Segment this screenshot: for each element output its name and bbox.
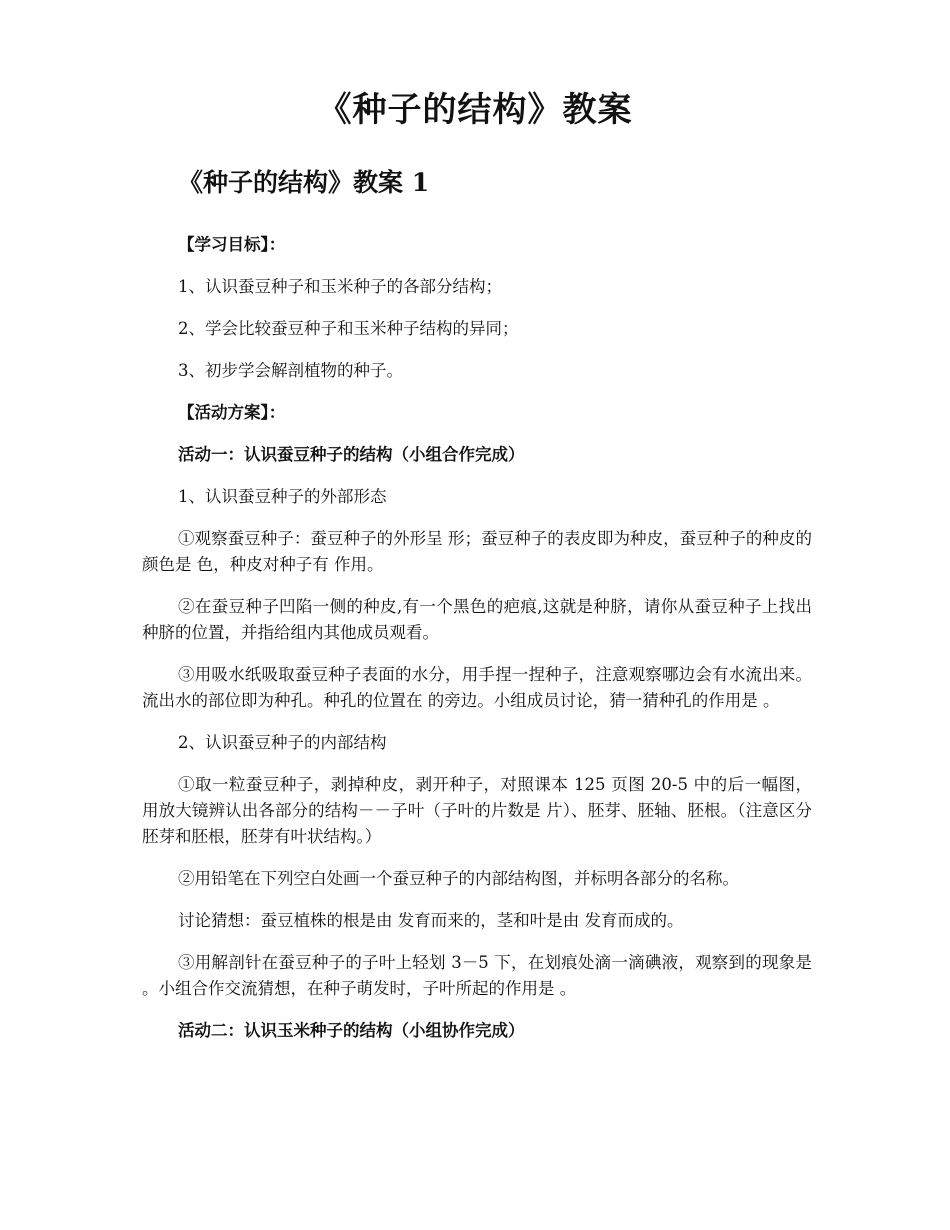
paragraph: ①取一粒蚕豆种子，剥掉种皮，剥开种子，对照课本 125 页图 20-5 中的后一幅图，用放大镜辨认出各部分的结构－－子叶（子叶的片数是 片）、胚芽、胚轴、胚根。（注意区分胚芽和胚根，胚芽有叶状结构。）	[142, 775, 812, 846]
paragraph: ①观察蚕豆种子：蚕豆种子的外形呈 形；蚕豆种子的表皮即为种皮，蚕豆种子的种皮的颜色是 色，种皮对种子有 作用。	[142, 529, 812, 574]
paragraph: ②在蚕豆种子凹陷一侧的种皮,有一个黑色的疤痕,这就是种脐，请你从蚕豆种子上找出种脐的位置，并指给组内其他成员观看。	[142, 597, 812, 642]
section-heading: 活动一：认识蚕豆种子的结构（小组合作完成）	[178, 445, 525, 464]
section-heading: 活动二：认识玉米种子的结构（小组协作完成）	[178, 1021, 525, 1040]
paragraph: ②用铅笔在下列空白处画一个蚕豆种子的内部结构图，并标明各部分的名称。	[178, 869, 739, 888]
document-title: 《种子的结构》教案	[317, 90, 633, 130]
paragraph: 3、初步学会解剖植物的种子。	[178, 361, 403, 380]
paragraph: 讨论猜想：蚕豆植株的根是由 发育而来的，茎和叶是由 发育而成的。	[178, 911, 684, 930]
paragraph: ③用吸水纸吸取蚕豆种子表面的水分，用手捏一捏种子，注意观察哪边会有水流出来。流出水的部位即为种孔。种孔的位置在 的旁边。小组成员讨论，猜一猜种孔的作用是 。	[142, 665, 812, 710]
paragraph: ③用解剖针在蚕豆种子的子叶上轻划 3－5 下，在划痕处滴一滴碘液，观察到的现象是 。小组合作交流猜想，在种子萌发时，子叶所起的作用是 。	[142, 953, 812, 998]
document-body	[142, 232, 812, 1060]
paragraph: 1、认识蚕豆种子的外部形态	[178, 487, 387, 506]
paragraph: 2、学会比较蚕豆种子和玉米种子结构的异同；	[178, 319, 519, 338]
paragraph: 1、认识蚕豆种子和玉米种子的各部分结构；	[178, 277, 502, 296]
section-title: 《种子的结构》教案 1	[178, 168, 430, 197]
section-heading: 【活动方案】：	[178, 403, 286, 422]
paragraph: 2、认识蚕豆种子的内部结构	[178, 733, 387, 752]
section-heading: 【学习目标】：	[178, 235, 286, 254]
